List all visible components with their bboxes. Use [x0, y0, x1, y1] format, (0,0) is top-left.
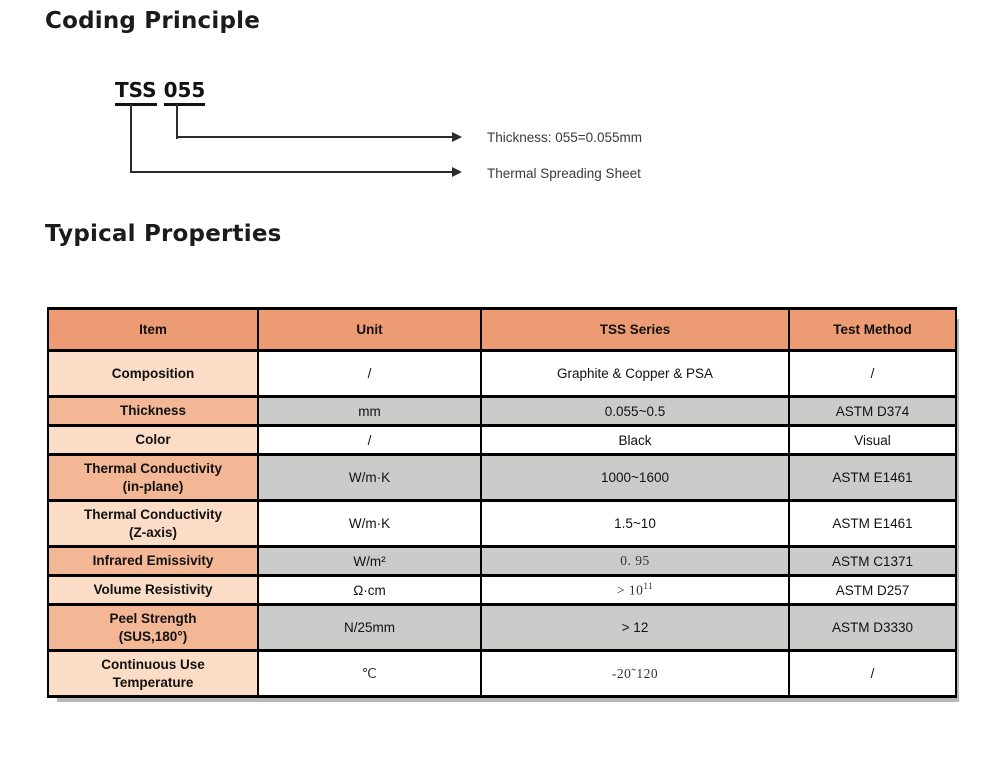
properties-table	[47, 307, 957, 698]
callout-series-label: Thermal Spreading Sheet	[487, 166, 641, 181]
method-cell: ASTM E1461	[789, 501, 956, 547]
method-cell: ASTM D257	[789, 576, 956, 605]
table-row-color	[48, 426, 956, 455]
unit-cell: Ω·cm	[258, 576, 481, 605]
value-cell: Graphite & Copper & PSA	[481, 351, 789, 397]
section-title-typical-properties: Typical Properties	[45, 221, 282, 247]
method-cell: Visual	[789, 426, 956, 455]
method-cell: /	[789, 351, 956, 397]
value-cell: -20˜120	[481, 651, 789, 697]
connector-line-thickness-vertical	[176, 104, 178, 139]
section-title-coding-principle: Coding Principle	[45, 8, 260, 34]
method-cell: ASTM C1371	[789, 547, 956, 576]
method-cell: ASTM D3330	[789, 605, 956, 651]
unit-cell: W/m·K	[258, 501, 481, 547]
connector-line-series-horizontal	[130, 171, 452, 173]
value-cell: > $10^{11}$	[481, 576, 789, 605]
table-header-row	[48, 309, 956, 351]
unit-cell: W/m²	[258, 547, 481, 576]
unit-cell: W/m·K	[258, 455, 481, 501]
column-header-series: TSS Series	[481, 309, 789, 351]
value-cell: 0.055~0.5	[481, 397, 789, 426]
column-header-unit: Unit	[258, 309, 481, 351]
column-header-item: Item	[48, 309, 258, 351]
method-cell: ASTM D374	[789, 397, 956, 426]
table-row-composition	[48, 351, 956, 397]
column-header-method: Test Method	[789, 309, 956, 351]
unit-cell: mm	[258, 397, 481, 426]
unit-cell: /	[258, 351, 481, 397]
table-row-volume-resistivity	[48, 576, 956, 605]
item-cell: Continuous Use Temperature	[48, 651, 258, 697]
item-cell: Thickness	[48, 397, 258, 426]
connector-line-series-vertical	[130, 104, 132, 173]
value-cell: Black	[481, 426, 789, 455]
product-code	[115, 78, 205, 106]
item-cell: Composition	[48, 351, 258, 397]
arrow-right-icon	[452, 167, 462, 177]
item-cell: Volume Resistivity	[48, 576, 258, 605]
value-cell: 1000~1600	[481, 455, 789, 501]
callout-thickness-label: Thickness: 055=0.055mm	[487, 130, 642, 145]
table-row-peel-strength	[48, 605, 956, 651]
table-row-thickness	[48, 397, 956, 426]
method-cell: /	[789, 651, 956, 697]
item-cell: Infrared Emissivity	[48, 547, 258, 576]
item-cell: Color	[48, 426, 258, 455]
table-row-thermal-conductivity-in-plane	[48, 455, 956, 501]
value-cell: 0. 95	[481, 547, 789, 576]
connector-line-thickness-horizontal	[176, 136, 452, 138]
table-row-thermal-conductivity-z-axis	[48, 501, 956, 547]
table-row-infrared-emissivity	[48, 547, 956, 576]
item-cell: Thermal Conductivity (in-plane)	[48, 455, 258, 501]
value-cell: 1.5~10	[481, 501, 789, 547]
exponent: 11	[643, 581, 654, 592]
unit-cell: N/25mm	[258, 605, 481, 651]
code-thickness-text: 055	[164, 78, 206, 106]
table-row-continuous-use-temperature	[48, 651, 956, 697]
item-cell: Peel Strength (SUS,180°)	[48, 605, 258, 651]
unit-cell: ℃	[258, 651, 481, 697]
value-cell: > 12	[481, 605, 789, 651]
arrow-right-icon	[452, 132, 462, 142]
item-cell: Thermal Conductivity (Z-axis)	[48, 501, 258, 547]
code-series-text: TSS	[115, 78, 157, 106]
unit-cell: /	[258, 426, 481, 455]
method-cell: ASTM E1461	[789, 455, 956, 501]
